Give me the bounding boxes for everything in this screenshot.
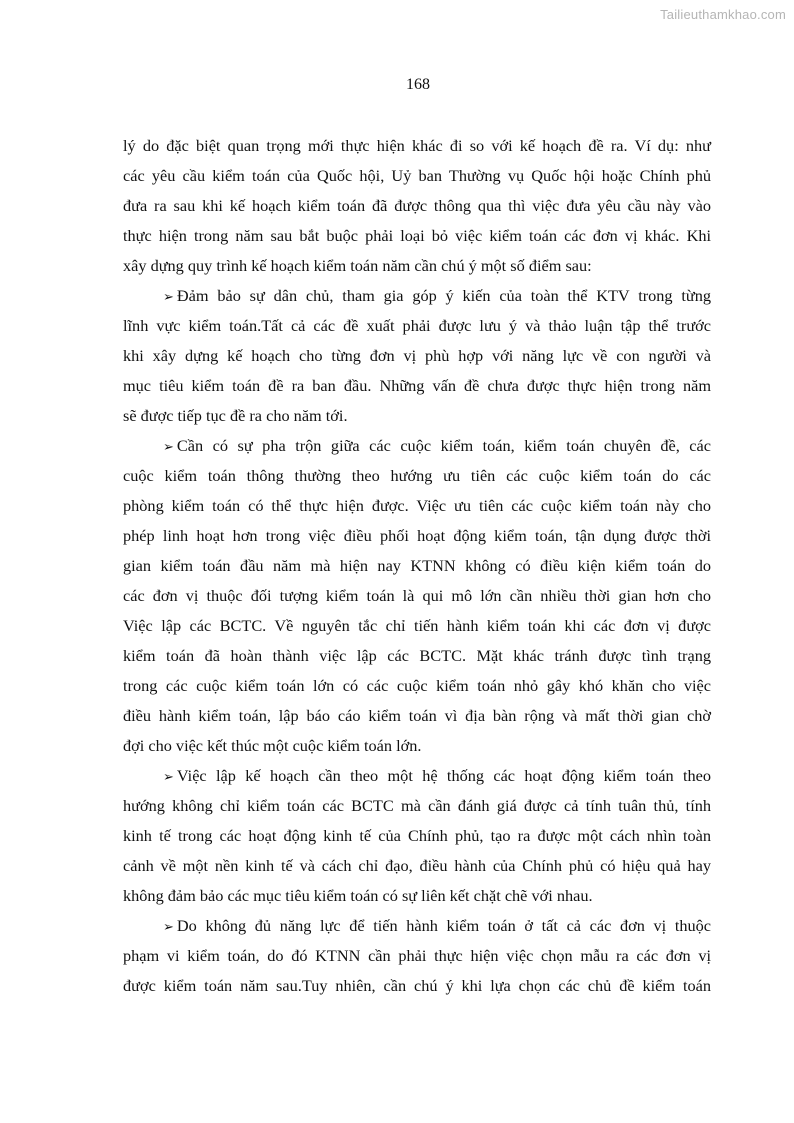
text-line: sẽ được tiếp tục đề ra cho năm tới.: [123, 406, 348, 425]
text-line: phép linh hoạt hơn trong việc điều phối hoạt động kiểm toán, tận dụng được thời: [123, 526, 711, 545]
text-line: khi xây dựng kế hoạch cho từng đơn vị phù hợp với năng lực về con người và: [123, 346, 711, 365]
text-line: thực hiện trong năm sau bắt buộc phải loại bỏ việc kiểm toán các đơn vị khác. Khi: [123, 226, 711, 245]
text-line: không đảm bảo các mục tiêu kiểm toán có sự liên kết chặt chẽ với nhau.: [123, 886, 593, 905]
arrow-bullet-icon: ➢: [163, 920, 174, 935]
arrow-bullet-icon: ➢: [163, 770, 174, 785]
bullet-paragraph: [123, 911, 711, 1001]
text-line: [123, 911, 711, 941]
text-line: được kiểm toán năm sau.Tuy nhiên, cần chú ý khi lựa chọn các chủ đề kiểm toán: [123, 976, 711, 995]
text-line: lĩnh vực kiểm toán.Tất cả các đề xuất phải được lưu ý và thảo luận tập thể trước: [123, 316, 711, 335]
text-line: các đơn vị thuộc đối tượng kiểm toán là qui mô lớn cần nhiều thời gian hơn cho: [123, 586, 711, 605]
text-line: gian kiểm toán đầu năm mà hiện nay KTNN không có điều kiện kiểm toán do: [123, 556, 711, 575]
text-line: [123, 281, 711, 311]
text-line: [123, 761, 711, 791]
text-line: các yêu cầu kiểm toán của Quốc hội, Uỷ ban Thường vụ Quốc hội hoặc Chính phủ: [123, 166, 711, 185]
line-text: Việc lập kế hoạch cần theo một hệ thống các hoạt động kiểm toán theo: [176, 766, 711, 785]
arrow-bullet-icon: ➢: [163, 440, 174, 455]
line-text: Đảm bảo sự dân chủ, tham gia góp ý kiến của toàn thể KTV trong từng: [176, 286, 711, 305]
bullet-paragraph: [123, 281, 711, 431]
bullet-paragraph: [123, 431, 711, 761]
text-line: kinh tế trong các hoạt động kinh tế của Chính phủ, tạo ra được một cách nhìn toàn: [123, 826, 711, 845]
watermark-text: Tailieuthamkhao.com: [660, 7, 786, 22]
text-line: Việc lập các BCTC. Về nguyên tắc chỉ tiến hành kiểm toán khi các đơn vị được: [123, 616, 711, 635]
text-line: phạm vi kiểm toán, do đó KTNN cần phải thực hiện việc chọn mẫu ra các đơn vị: [123, 946, 711, 965]
text-paragraph: [123, 131, 711, 281]
line-text: Do không đủ năng lực để tiến hành kiểm toán ở tất cả các đơn vị thuộc: [176, 916, 711, 935]
text-line: [123, 431, 711, 461]
text-line: xây dựng quy trình kế hoạch kiểm toán năm cần chú ý một số điểm sau:: [123, 256, 592, 275]
bullet-paragraph: [123, 761, 711, 911]
text-line: trong các cuộc kiểm toán lớn có các cuộc kiểm toán nhỏ gây khó khăn cho việc: [123, 676, 711, 695]
text-line: mục tiêu kiểm toán đề ra ban đầu. Những vấn đề chưa được thực hiện trong năm: [123, 376, 711, 395]
text-line: đưa ra sau khi kế hoạch kiểm toán đã được thông qua thì việc đưa yêu cầu này vào: [123, 196, 711, 215]
line-text: Cần có sự pha trộn giữa các cuộc kiểm toán, kiểm toán chuyên đề, các: [176, 436, 711, 455]
text-line: kiểm toán đã hoàn thành việc lập các BCTC. Mặt khác tránh được tình trạng: [123, 646, 711, 665]
text-line: lý do đặc biệt quan trọng mới thực hiện khác đi so với kế hoạch đề ra. Ví dụ: như: [123, 136, 711, 155]
text-line: cuộc kiểm toán thông thường theo hướng ưu tiên các cuộc kiểm toán do các: [123, 466, 711, 485]
text-line: đợi cho việc kết thúc một cuộc kiểm toán lớn.: [123, 736, 422, 755]
text-line: điều hành kiểm toán, lập báo cáo kiểm toán vì địa bàn rộng và mất thời gian chờ: [123, 706, 711, 725]
page-number: 168: [406, 76, 430, 93]
text-line: cảnh về một nền kinh tế và cách chỉ đạo, điều hành của Chính phủ có hiệu quả hay: [123, 856, 711, 875]
document-body: [123, 131, 711, 1001]
arrow-bullet-icon: ➢: [163, 290, 174, 305]
text-line: phòng kiểm toán có thể thực hiện được. Việc ưu tiên các cuộc kiểm toán này cho: [123, 496, 711, 515]
text-line: hướng không chỉ kiểm toán các BCTC mà cần đánh giá được cả tính tuân thủ, tính: [123, 796, 711, 815]
